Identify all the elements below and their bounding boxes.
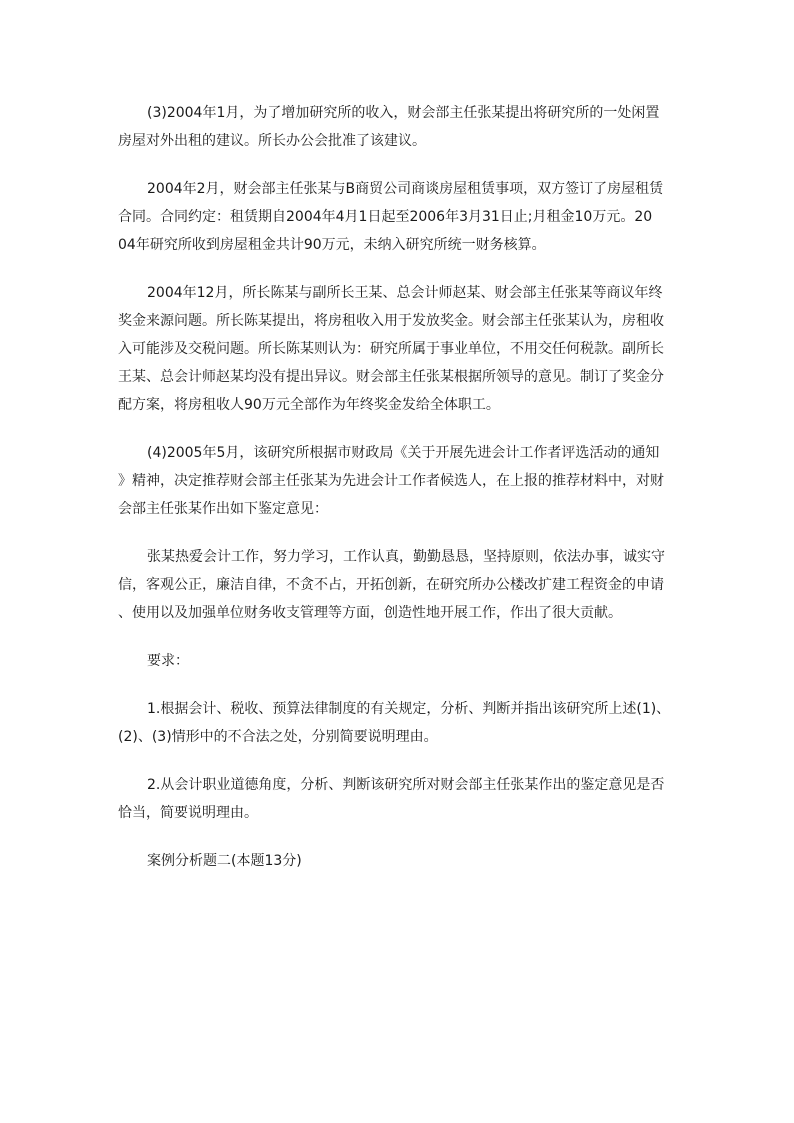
text-line: 、使用以及加强单位财务收支管理等方面，创造性地开展工作，作出了很大贡献。: [118, 605, 622, 621]
text-line: 1.根据会计、税收、预算法律制度的有关规定，分析、判断并指出该研究所上述(1)、: [147, 701, 671, 717]
paragraph: [118, 771, 688, 827]
text-line: 要求：: [147, 653, 189, 669]
text-line: 配方案，将房租收人90万元全部作为年终奖金发给全体职工。: [118, 397, 500, 413]
text-line: (3)2004年1月，为了增加研究所的收入，财会部主任张某提出将研究所的一处闲置: [147, 105, 660, 121]
text-line: (4)2005年5月，该研究所根据市财政局《关于开展先进会计工作者评选活动的通知: [147, 445, 660, 461]
text-line: 恰当，简要说明理由。: [118, 805, 258, 821]
text-line: 房屋对外出租的建议。所长办公会批准了该建议。: [118, 133, 426, 149]
text-line: 04年研究所收到房屋租金共计90万元，未纳入研究所统一财务核算。: [118, 237, 546, 253]
text-line: 信，客观公正，廉洁自律，不贪不占，开拓创新，在研究所办公楼改扩建工程资金的申请: [118, 577, 664, 593]
text-line: 合同。合同约定：租赁期自2004年4月1日起至2006年3月31日止;月租金10万元。20: [118, 209, 653, 225]
text-line: 会部主任张某作出如下鉴定意见：: [118, 501, 328, 517]
text-line: 2004年12月，所长陈某与副所长王某、总会计师赵某、财会部主任张某等商议年终: [147, 285, 663, 301]
paragraph: [118, 99, 688, 155]
text-line: 张某热爱会计工作，努力学习，工作认真，勤勤恳恳，坚持原则，依法办事，诚实守: [147, 549, 665, 565]
text-line: (2)、(3)情形中的不合法之处，分别简要说明理由。: [118, 729, 438, 745]
paragraph: [118, 647, 688, 675]
text-line: 》精神，决定推荐财会部主任张某为先进会计工作者候选人，在上报的推荐材料中，对财: [118, 473, 664, 489]
paragraph: [118, 847, 688, 875]
text-line: 案例分析题二(本题13分): [147, 853, 302, 869]
text-line: 奖金来源问题。所长陈某提出，将房租收入用于发放奖金。财会部主任张某认为，房租收: [118, 313, 664, 329]
paragraph: [118, 543, 688, 627]
document-page: [118, 99, 688, 895]
text-line: 2.从会计职业道德角度，分析、判断该研究所对财会部主任张某作出的鉴定意见是否: [147, 777, 665, 793]
paragraph: [118, 439, 688, 523]
paragraph: [118, 695, 688, 751]
text-line: 王某、总会计师赵某均没有提出异议。财会部主任张某根据所领导的意见。制订了奖金分: [118, 369, 664, 385]
text-line: 入可能涉及交税问题。所长陈某则认为：研究所属于事业单位，不用交任何税款。副所长: [118, 341, 664, 357]
paragraph: [118, 175, 688, 259]
paragraph: [118, 279, 688, 419]
text-line: 2004年2月，财会部主任张某与B商贸公司商谈房屋租赁事项，双方签订了房屋租赁: [147, 181, 664, 197]
